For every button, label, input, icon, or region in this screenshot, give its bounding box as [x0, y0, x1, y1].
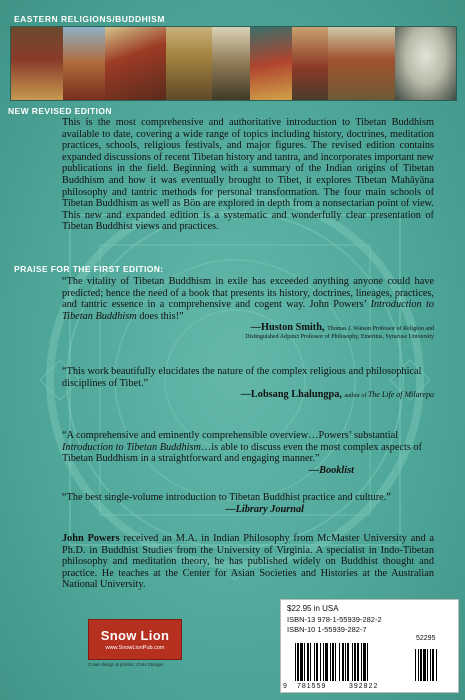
author-bio-text: received an M.A. in Indian Philosophy from McMaster University and a Ph.D. in Buddhist Studies from the University of Virginia. A specialist in Indo-Tibetan philosophy and meditation theory, he has published widely on Buddhist thought and practice. He teaches at the Center for Asian Societies and Histories at the Australian National University. [62, 533, 434, 591]
barcode-bar [363, 643, 366, 681]
barcode-addon-bar [420, 649, 422, 681]
photo-bodhisattva-statue [395, 27, 456, 100]
barcode-bar [367, 643, 368, 681]
photo-monks [11, 27, 63, 100]
publisher-url: www.SnowLionPub.com [105, 645, 165, 651]
barcode-bar [354, 643, 356, 681]
photo-mural [250, 27, 292, 100]
barcode-bar [307, 643, 309, 681]
quote-source: —Booklist [308, 464, 354, 476]
cover-credits: Cover design & photos: Chris Stanger [88, 662, 164, 667]
barcode-addon-bar [432, 649, 434, 681]
quote-text: “This work beautifully elucidates the nature of the complex religious and philosophical disciplines of Tibet.” [62, 366, 422, 389]
barcode-addon-bar [423, 649, 426, 681]
price: $22.95 in USA [287, 604, 339, 613]
barcode-bar [361, 643, 362, 681]
quote-text: “The vitality of Tibetan Buddhism in exile has exceeded anything anyone could have predicted; hence the need of a book that presents its history, doctrines, lineages, practices, and tantric essence in a comprehensive and cogent way. John Powers’ [62, 276, 434, 311]
barcode-addon-bar [436, 649, 437, 681]
publisher-name: Snow Lion [100, 628, 170, 643]
praise-quote-1 [62, 276, 434, 341]
barcode-bar [310, 643, 311, 681]
barcode-digits-left: 781559 [297, 683, 327, 690]
barcode-graphic [287, 643, 453, 683]
barcode-bar [347, 643, 349, 681]
quote-book-title: Introduction to Tibetan Buddhism [62, 299, 434, 322]
quote-text: …is able to discuss even the most complex aspects of Tibetan Buddhism in a straightforward and engaging manner.” [62, 441, 422, 465]
barcode-bar [339, 643, 340, 681]
isbn-10: ISBN-10 1-55939-282-7 [287, 625, 367, 634]
price-addon-code: 52295 [416, 635, 436, 642]
photo-monastery [212, 27, 250, 100]
barcode-box [280, 599, 459, 693]
praise-heading: PRAISE FOR THE FIRST EDITION: [14, 264, 164, 274]
photo-prayer-flags [63, 27, 105, 100]
barcode-bar [304, 643, 305, 681]
photo-ritual [105, 27, 167, 100]
quote-text: “A comprehensive and eminently comprehensible overview…Powers’ substantial [62, 430, 399, 441]
barcode-addon-bar [430, 649, 431, 681]
quote-author-title: Distinguished Adjunct Professor of Philosophy, Emeritus, Syracuse University [245, 333, 434, 340]
barcode-addon-bar [427, 649, 428, 681]
barcode-digit-lead: 9 [283, 683, 288, 690]
barcode-addon-bar [418, 649, 419, 681]
barcode-bar [300, 643, 303, 681]
book-description: This is the most comprehensive and authoritative introduction to Tibetan Buddhism available to date, covering a wide range of topics including history, doctrines, meditation practices, schools, religious festivals, and major figures. The revised edition contains expanded discussions of recent Tibetan history and tantra, and incorporates important new publications in the field. Beginning with a summary of the Indian origins of Tibetan Buddhism and how it was eventually brought to Tibet, it explores Tibetan Mahāyāna philosophy and tantric methods for personal transformation. The four main schools of Tibetan Buddhism as well as Bön are explored in depth from a nonsectarian point of view. This new and expanded edition is a systematic and wonderfully clear presentation of Tibetan Buddhist views and practices. [62, 117, 434, 233]
author-bio [62, 533, 434, 591]
barcode-bar [314, 643, 315, 681]
quote-attribution [62, 322, 434, 334]
barcode-bar [323, 643, 324, 681]
photo-strip [10, 26, 457, 101]
series-label: EASTERN RELIGIONS/BUDDHISM [14, 14, 165, 24]
author-name: John Powers [62, 533, 120, 544]
quote-text: “The best single-volume introduction to Tibetan Buddhist practice and culture.” [62, 492, 391, 503]
barcode-bar [342, 643, 344, 681]
quote-attribution [62, 465, 434, 477]
quote-author: —Huston Smith, [250, 322, 325, 334]
quote-book-title: Introduction to Tibetan Buddhism [62, 441, 201, 453]
barcode-bar [352, 643, 353, 681]
quote-author-title: Thomas J. Watson Professor of Religion and [327, 326, 434, 333]
quote-attribution [62, 389, 434, 401]
photo-teacher [292, 27, 328, 100]
quote-author-title: author of [344, 393, 368, 400]
quote-source: —Library Journal [225, 503, 304, 515]
barcode-bar [295, 643, 296, 681]
quote-author-book: The Life of Milarepa [367, 390, 434, 400]
barcode-bar [297, 643, 299, 681]
barcode-bar [325, 643, 328, 681]
barcode-bar [357, 643, 359, 681]
isbn-13: ISBN-13 978-1-55939-282-2 [287, 615, 382, 624]
barcode-bar [316, 643, 318, 681]
barcode-digits-right: 392822 [349, 683, 379, 690]
praise-quote-3 [62, 430, 434, 476]
quote-attribution [62, 504, 434, 516]
publisher-logo [88, 619, 182, 660]
barcode-bar [335, 643, 336, 681]
barcode-bar [320, 643, 321, 681]
photo-musician [328, 27, 396, 100]
quote-text: does this!” [136, 310, 184, 322]
praise-quote-4 [62, 492, 434, 515]
photo-stupa [166, 27, 212, 100]
barcode-bar [332, 643, 334, 681]
praise-quote-2 [62, 366, 434, 401]
edition-heading: NEW REVISED EDITION [8, 106, 112, 116]
barcode-bar [330, 643, 331, 681]
barcode-bar [345, 643, 346, 681]
quote-author: —Lobsang Lhalungpa, [240, 389, 342, 401]
barcode-addon-bar [415, 649, 416, 681]
